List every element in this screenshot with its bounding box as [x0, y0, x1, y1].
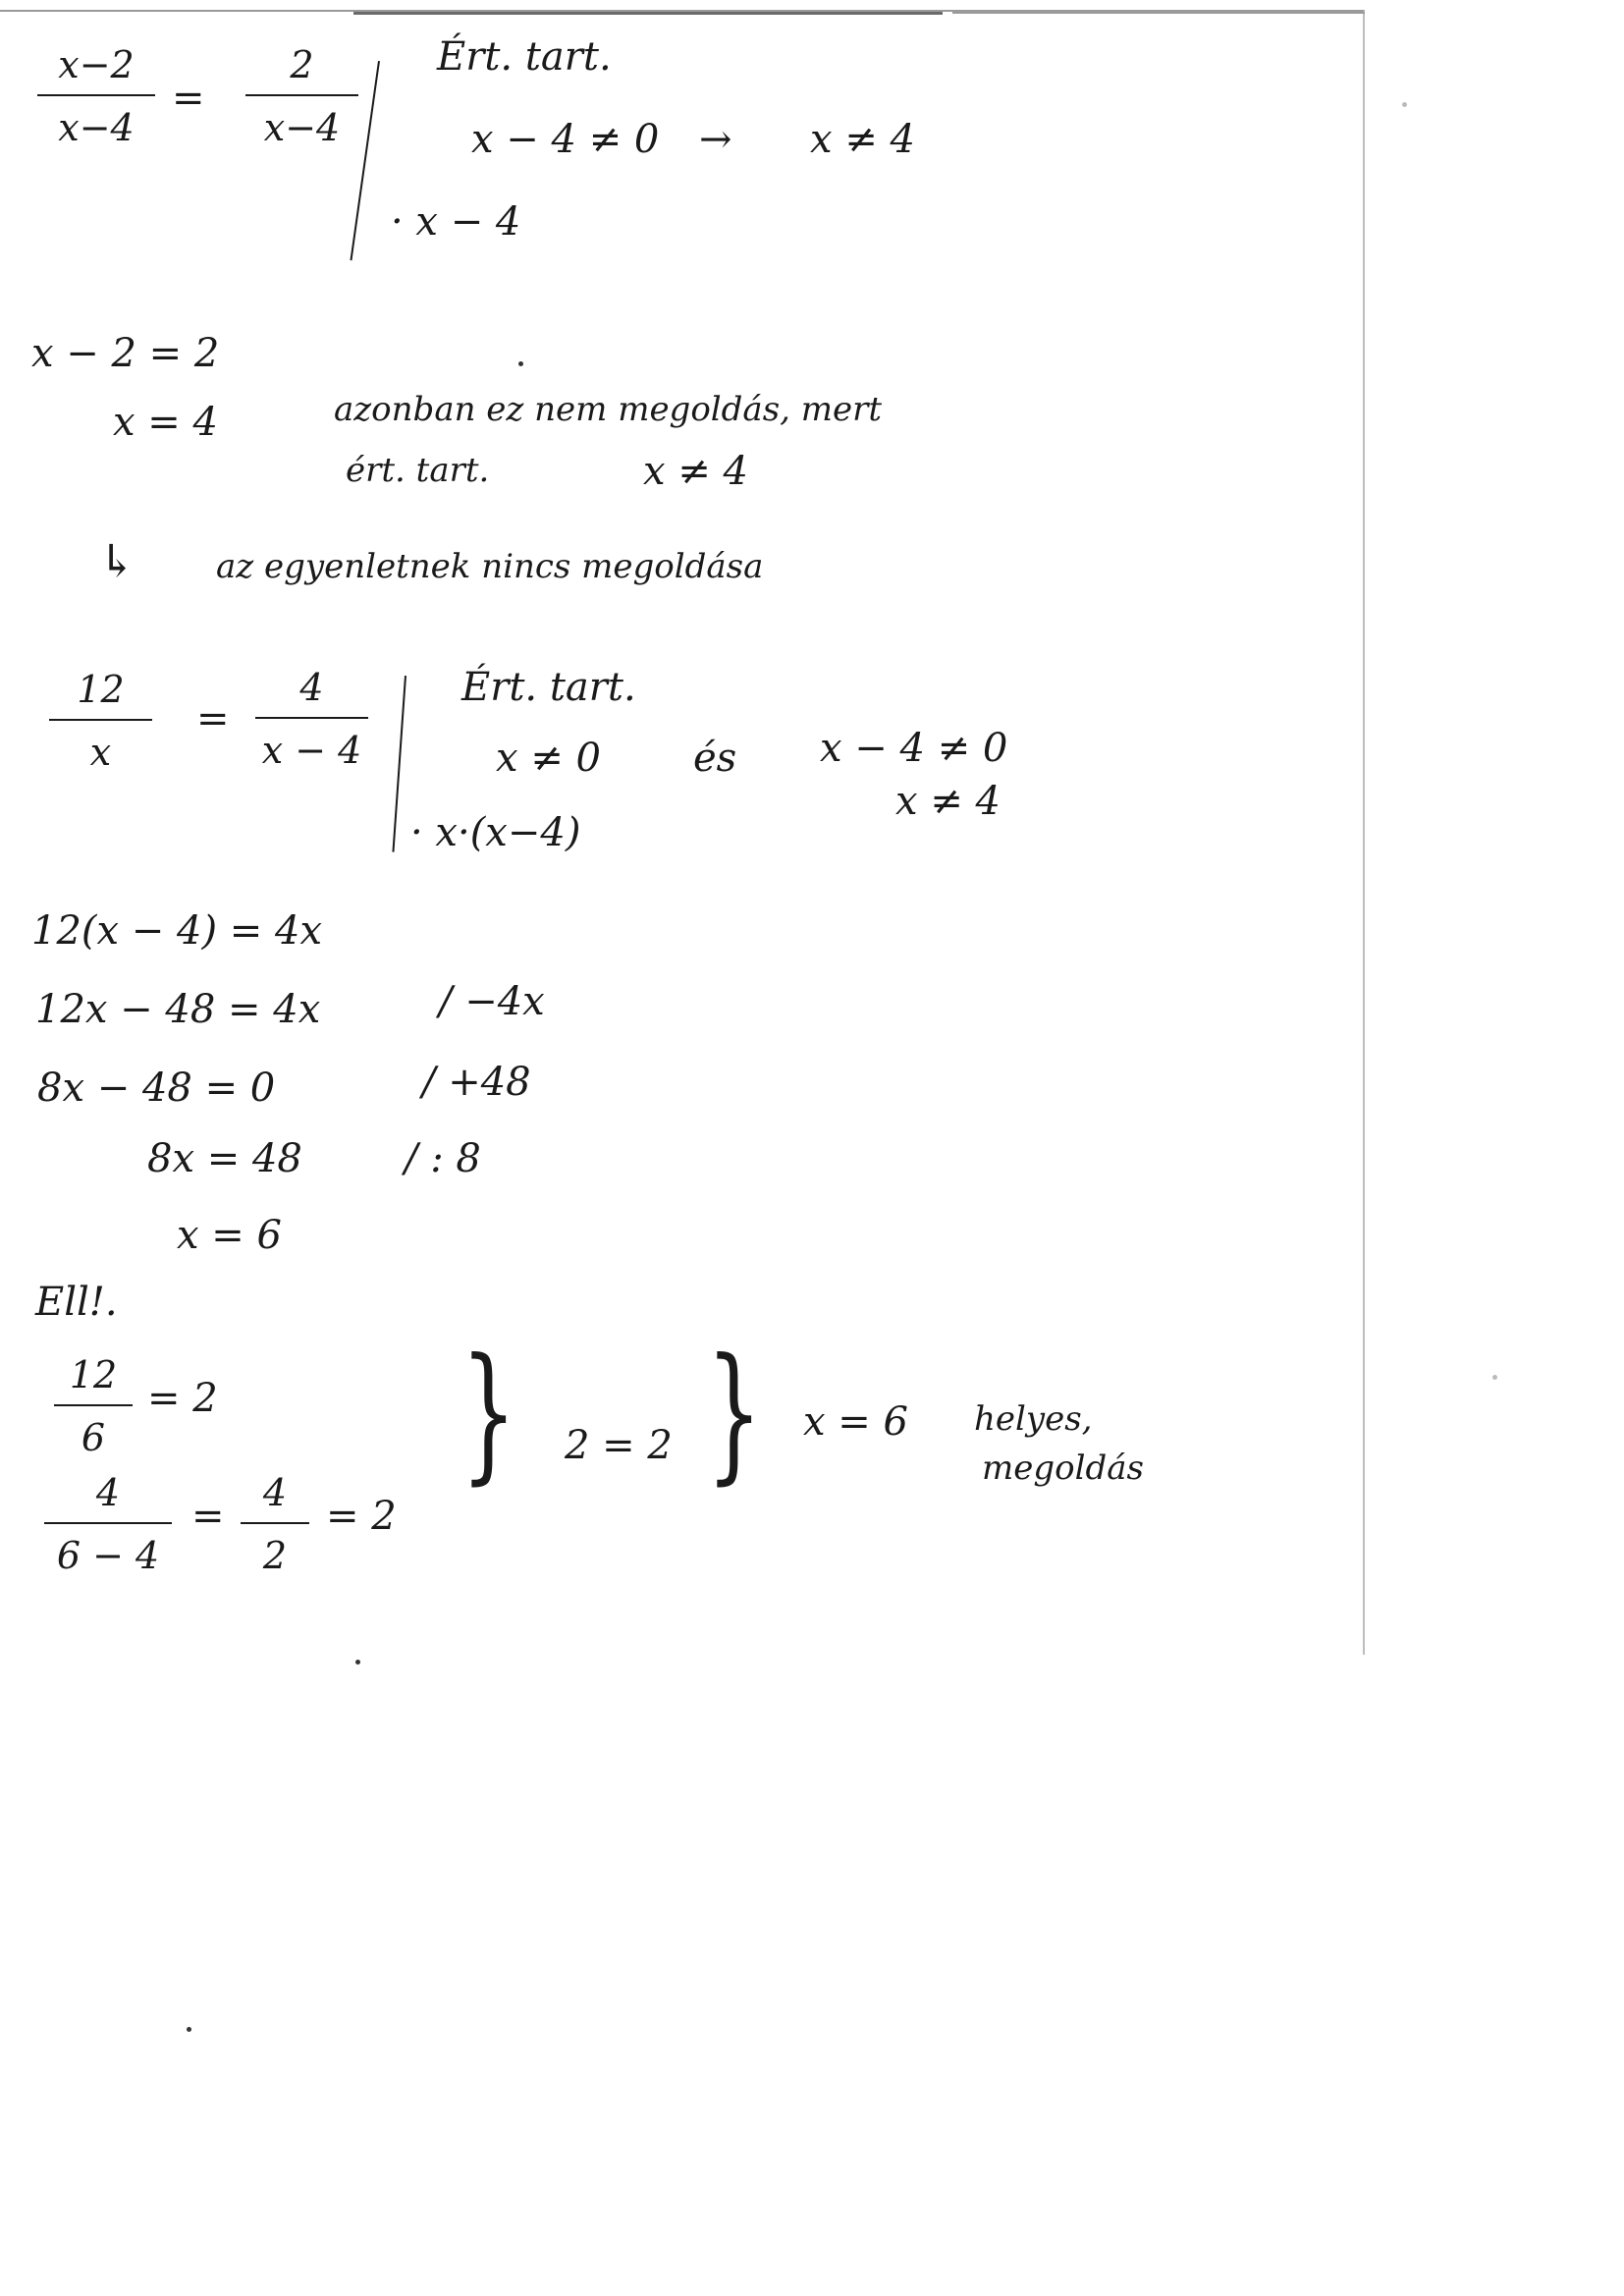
ink-dot: [1492, 1375, 1497, 1380]
check-label: Ell!.: [35, 1280, 118, 1325]
check-result: = 2: [147, 1376, 218, 1421]
fraction-rhs-2: [255, 666, 368, 772]
domain-label: Ért. tart.: [461, 665, 636, 710]
fraction-numerator: 4: [95, 1471, 121, 1514]
implies-arrow: →: [699, 117, 732, 162]
fraction-rhs-1: [245, 43, 358, 149]
equation-line: x = 4: [113, 400, 218, 445]
fraction-bar: [241, 1522, 309, 1524]
equation-line: x − 2 = 2: [31, 331, 220, 376]
right-brace-icon: }: [460, 1328, 517, 1499]
ink-dot: [1402, 102, 1407, 107]
fraction-lhs-1: [37, 43, 155, 149]
domain-label: Ért. tart.: [437, 34, 612, 80]
conjunction: és: [693, 736, 737, 781]
fraction-lhs-2: [49, 668, 152, 774]
final-answer: x = 6: [803, 1399, 908, 1445]
fraction-denominator: 2: [262, 1534, 288, 1577]
domain-condition: x − 4 ≠ 0: [471, 117, 660, 162]
step-operation: / −4x: [439, 979, 545, 1024]
fraction-numerator: 2: [290, 43, 314, 86]
verdict-text: helyes,: [974, 1399, 1093, 1439]
ink-dot: [355, 1660, 360, 1665]
fraction-numerator: 4: [262, 1471, 288, 1514]
fraction-numerator: 12: [69, 1353, 118, 1396]
fraction-denominator: 6: [81, 1416, 106, 1459]
verdict-text: megoldás: [982, 1449, 1144, 1488]
fraction-numerator: 12: [77, 668, 125, 711]
domain-condition: x ≠ 0: [496, 736, 601, 781]
fraction-numerator: 4: [299, 666, 324, 709]
solution-step: 12(x − 4) = 4x: [31, 908, 323, 954]
check-equality: 2 = 2: [565, 1423, 673, 1468]
step-operation: / +48: [422, 1060, 531, 1105]
solution-step: x = 6: [177, 1213, 282, 1258]
fraction-bar: [255, 717, 368, 719]
scan-edge-artifact: [353, 12, 943, 15]
domain-result: x ≠ 4: [810, 117, 915, 162]
check-result: = 2: [326, 1494, 397, 1539]
note-text: ért. tart.: [346, 451, 490, 490]
step-operation: / : 8: [405, 1136, 481, 1181]
check-fraction: [44, 1471, 172, 1577]
check-fraction: [54, 1353, 133, 1459]
fraction-bar: [245, 94, 358, 96]
domain-result: x ≠ 4: [895, 779, 1001, 824]
ink-dot: [518, 361, 523, 366]
note-text: azonban ez nem megoldás, mert: [334, 390, 883, 429]
fraction-denominator: x: [89, 731, 112, 774]
equals-sign: =: [191, 1494, 225, 1539]
multiplier-note: · x·(x−4): [410, 810, 581, 855]
multiplier-note: · x − 4: [391, 199, 521, 245]
fraction-denominator: x−4: [58, 106, 135, 149]
solution-step: 12x − 48 = 4x: [35, 987, 321, 1032]
fraction-numerator: x−2: [58, 43, 135, 86]
note-condition: x ≠ 4: [643, 449, 748, 494]
fraction-bar: [44, 1522, 172, 1524]
check-fraction: [241, 1471, 309, 1577]
solution-step: 8x − 48 = 0: [37, 1066, 276, 1111]
fraction-bar: [49, 719, 152, 721]
fraction-bar: [54, 1404, 133, 1406]
conclusion-text: az egyenletnek nincs megoldása: [216, 547, 764, 586]
domain-condition: x − 4 ≠ 0: [820, 726, 1008, 771]
scan-edge-artifact: [952, 12, 1365, 14]
solution-step: 8x = 48: [147, 1136, 302, 1181]
fraction-denominator: 6 − 4: [56, 1534, 160, 1577]
conclusion-arrow-icon: ↳: [98, 534, 136, 587]
ink-dot: [187, 2027, 191, 2032]
fraction-denominator: x − 4: [261, 729, 362, 772]
equals-sign: =: [196, 696, 230, 741]
equals-sign: =: [172, 76, 205, 121]
fraction-denominator: x−4: [263, 106, 341, 149]
right-brace-icon: }: [706, 1328, 763, 1499]
fraction-bar: [37, 94, 155, 96]
